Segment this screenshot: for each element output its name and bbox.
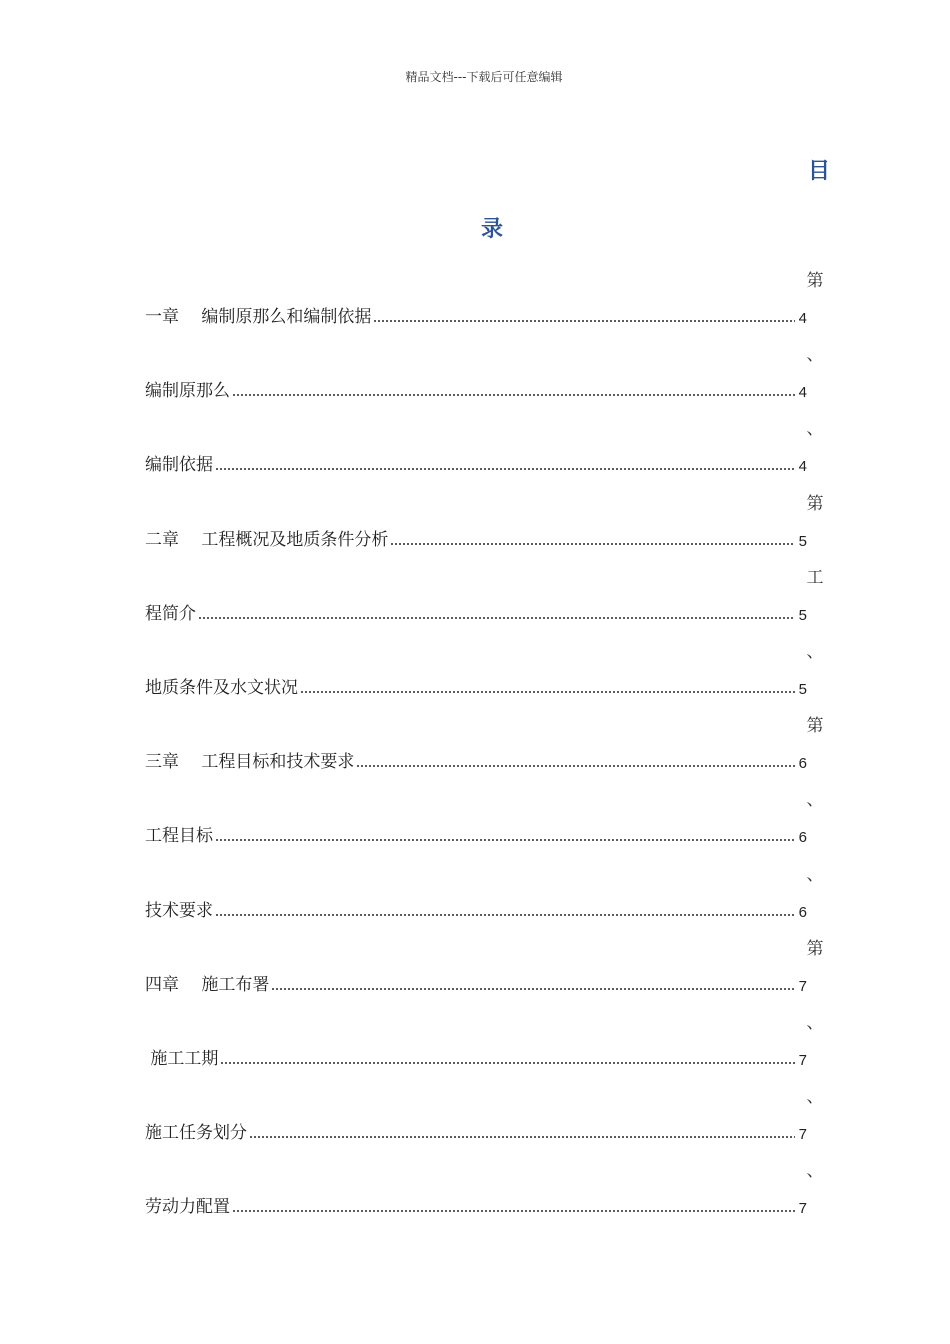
toc-entry-label: 二章 工程概况及地质条件分析 bbox=[145, 530, 389, 550]
toc-entry[interactable] bbox=[145, 824, 807, 846]
toc-entry-wrap-fragment: 工 bbox=[806, 568, 824, 588]
toc-page-number: 6 bbox=[798, 755, 807, 772]
toc-dot-leader bbox=[356, 765, 795, 767]
toc-page-number: 4 bbox=[798, 458, 807, 475]
toc-entry[interactable] bbox=[145, 528, 807, 550]
toc-dot-leader bbox=[271, 988, 795, 990]
toc-dot-leader bbox=[300, 691, 795, 693]
toc-entry[interactable] bbox=[145, 1195, 807, 1217]
toc-entry-label: 编制原那么 bbox=[145, 381, 230, 401]
toc-dot-leader bbox=[232, 1210, 795, 1212]
toc-dot-leader bbox=[198, 617, 795, 619]
toc-dot-leader bbox=[373, 320, 795, 322]
toc-entry-label: 一章 编制原那么和编制依据 bbox=[145, 307, 372, 327]
toc-entry[interactable] bbox=[145, 602, 807, 624]
toc-entry-wrap-fragment: 、 bbox=[806, 790, 824, 810]
toc-dot-leader bbox=[220, 1062, 795, 1064]
toc-page-number: 7 bbox=[798, 1052, 807, 1069]
toc-entry-label: 施工任务划分 bbox=[145, 1123, 247, 1143]
toc-entry-label: 工程目标 bbox=[145, 826, 213, 846]
toc-entry-label: 三章 工程目标和技术要求 bbox=[145, 752, 355, 772]
toc-dot-leader bbox=[232, 394, 795, 396]
toc-dot-leader bbox=[390, 543, 795, 545]
toc-page-number: 6 bbox=[798, 904, 807, 921]
page-header: 精品文档---下载后可任意编辑 bbox=[405, 70, 563, 84]
toc-page-number: 5 bbox=[798, 681, 807, 698]
toc-entry-wrap-fragment: 第 bbox=[806, 939, 824, 959]
toc-dot-leader bbox=[215, 468, 795, 470]
toc-entry-label: 四章 施工布署 bbox=[145, 975, 270, 995]
toc-entry[interactable] bbox=[145, 899, 807, 921]
toc-title-char-2: 录 bbox=[481, 217, 504, 242]
toc-page-number: 5 bbox=[798, 533, 807, 550]
toc-page-number: 7 bbox=[798, 1126, 807, 1143]
toc-dot-leader bbox=[249, 1136, 795, 1138]
toc-entry-wrap-fragment: 、 bbox=[806, 642, 824, 662]
toc-entry-wrap-fragment: 、 bbox=[806, 1087, 824, 1107]
toc-entry-wrap-fragment: 第 bbox=[806, 716, 824, 736]
toc-entry-wrap-fragment: 第 bbox=[806, 494, 824, 514]
toc-entry-wrap-fragment: 第 bbox=[806, 271, 824, 291]
toc-page-number: 7 bbox=[798, 1200, 807, 1217]
toc-entry-label: 地质条件及水文状况 bbox=[145, 678, 298, 698]
toc-page-number: 4 bbox=[798, 384, 807, 401]
toc-page-number: 6 bbox=[798, 829, 807, 846]
toc-entry-label: 施工工期 bbox=[145, 1049, 219, 1069]
toc-dot-leader bbox=[215, 839, 795, 841]
toc-page-number: 4 bbox=[798, 310, 807, 327]
toc-entry[interactable] bbox=[145, 1047, 807, 1069]
toc-entry-label: 程简介 bbox=[145, 604, 196, 624]
toc-entry-wrap-fragment: 、 bbox=[806, 419, 824, 439]
toc-entry-wrap-fragment: 、 bbox=[806, 1161, 824, 1181]
toc-entry[interactable] bbox=[145, 973, 807, 995]
toc-entry-label: 编制依据 bbox=[145, 455, 213, 475]
toc-page-number: 5 bbox=[798, 607, 807, 624]
toc-entry-wrap-fragment: 、 bbox=[806, 865, 824, 885]
toc-entry[interactable] bbox=[145, 750, 807, 772]
toc-dot-leader bbox=[215, 914, 795, 916]
toc-title-char-1: 目 bbox=[808, 159, 831, 184]
toc-page-number: 7 bbox=[798, 978, 807, 995]
toc-entry[interactable] bbox=[145, 305, 807, 327]
toc-entry[interactable] bbox=[145, 453, 807, 475]
toc-entry-label: 技术要求 bbox=[145, 901, 213, 921]
toc-entry-label: 劳动力配置 bbox=[145, 1197, 230, 1217]
toc-entry-wrap-fragment: 、 bbox=[806, 1013, 824, 1033]
toc-entry[interactable] bbox=[145, 1121, 807, 1143]
toc-entry[interactable] bbox=[145, 676, 807, 698]
toc-entry[interactable] bbox=[145, 379, 807, 401]
toc-entry-wrap-fragment: 、 bbox=[806, 345, 824, 365]
